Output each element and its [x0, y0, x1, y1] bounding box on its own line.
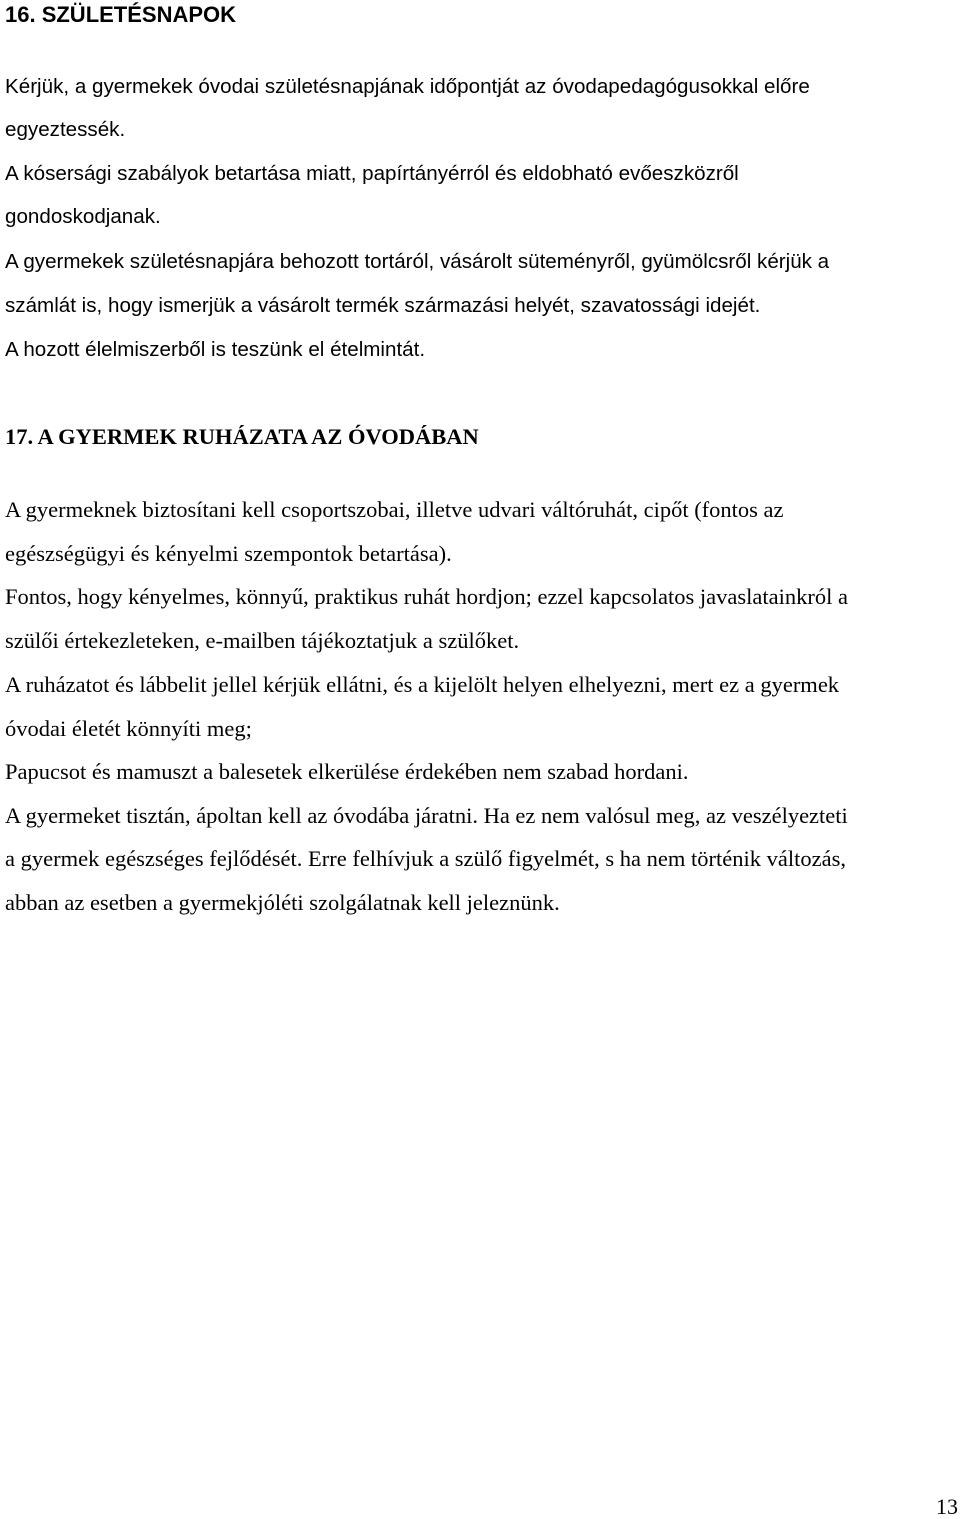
section-16-heading: 16. SZÜLETÉSNAPOK: [5, 2, 237, 27]
section-17-line: óvodai életét könnyíti meg;: [5, 716, 252, 741]
section-17-line: Papucsot és mamuszt a balesetek elkerülése érdekében nem szabad hordani.: [5, 759, 689, 784]
section-16-line: Kérjük, a gyermekek óvodai születésnapjának időpontját az óvodapedagógusokkal előre: [5, 75, 810, 98]
section-16-line: A gyermekek születésnapjára behozott tortáról, vásárolt süteményről, gyümölcsről kérjük a: [5, 250, 830, 273]
section-16-line: A kósersági szabályok betartása miatt, papírtányérról és eldobható evőeszközről: [5, 162, 739, 185]
section-16-line: gondoskodjanak.: [5, 205, 161, 228]
section-17-line: A gyermeket tisztán, ápoltan kell az óvodába járatni. Ha ez nem valósul meg, az veszélyezteti: [5, 803, 848, 828]
page-number: 13: [936, 1494, 958, 1519]
section-16-line: számlát is, hogy ismerjük a vásárolt termék származási helyét, szavatossági idejét.: [5, 294, 761, 317]
section-17-line: Fontos, hogy kényelmes, könnyű, praktikus ruhát hordjon; ezzel kapcsolatos javaslatainkról a: [5, 584, 848, 609]
section-16-line: A hozott élelmiszerből is teszünk el ételmintát.: [5, 338, 426, 361]
section-17-line: A ruházatot és lábbelit jellel kérjük ellátni, és a kijelölt helyen elhelyezni, mert ez a gyermek: [5, 672, 840, 697]
section-17-line: A gyermeknek biztosítani kell csoportszobai, illetve udvari váltóruhát, cipőt (fontos az: [5, 497, 784, 522]
section-17-heading: 17. A GYERMEK RUHÁZATA AZ ÓVODÁBAN: [5, 424, 479, 449]
section-16-line: egyeztessék.: [5, 118, 126, 141]
section-17-line: abban az esetben a gyermekjóléti szolgálatnak kell jeleznünk.: [5, 890, 560, 915]
section-17-line: a gyermek egészséges fejlődését. Erre felhívjuk a szülő figyelmét, s ha nem történik változás,: [5, 846, 846, 871]
section-17-line: egészségügyi és kényelmi szempontok betartása).: [5, 541, 452, 566]
section-17-line: szülői értekezleteken, e-mailben tájékoztatjuk a szülőket.: [5, 628, 520, 653]
